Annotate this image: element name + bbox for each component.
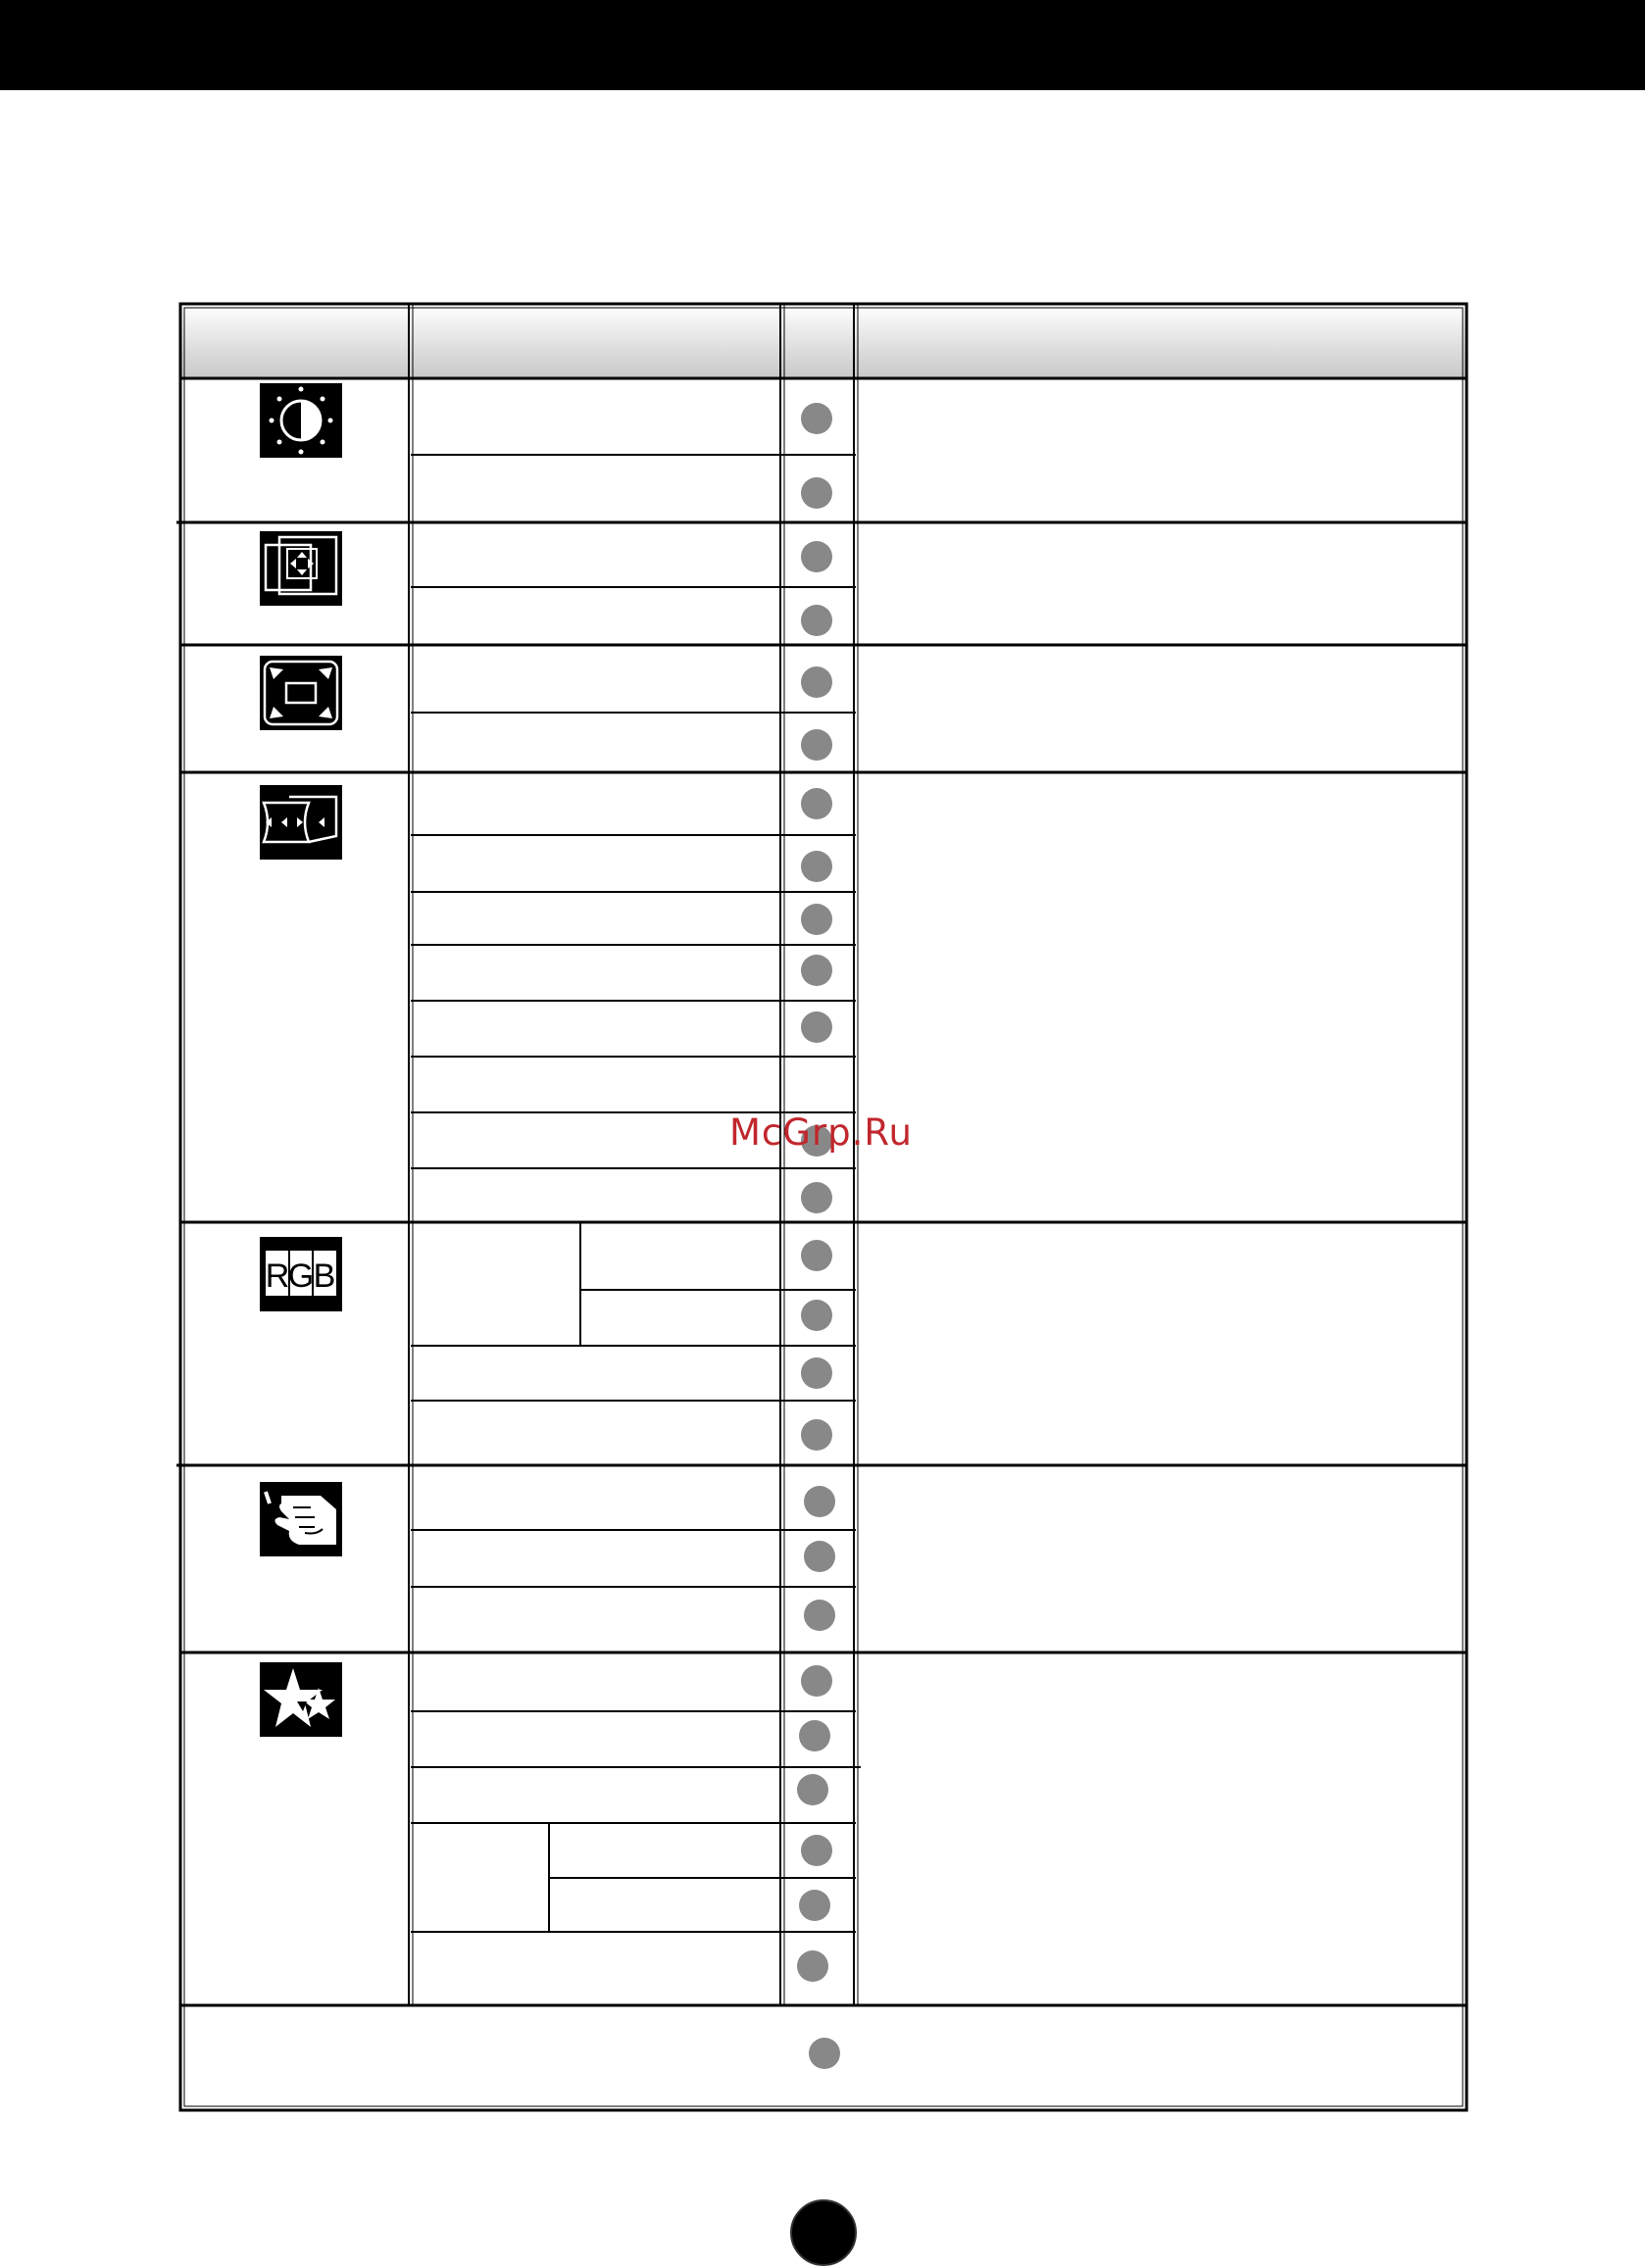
table-header [180, 304, 1467, 378]
bullet [804, 1486, 835, 1517]
bullet [801, 904, 832, 935]
bullet [804, 1541, 835, 1572]
bullet [801, 477, 832, 509]
bullet [801, 605, 832, 636]
star-special-icon [260, 1662, 342, 1737]
rgb-b-label: B [313, 1257, 336, 1295]
rgb-g-label: G [287, 1257, 315, 1295]
bullet [799, 1720, 830, 1751]
bullet [804, 1600, 835, 1631]
rgb-color-icon [260, 1237, 342, 1311]
bullet [799, 1890, 830, 1921]
hand-setup-icon [260, 1482, 342, 1556]
bullet [801, 1182, 832, 1213]
position-icon [260, 531, 342, 606]
bullet [801, 666, 832, 698]
bullet [801, 788, 832, 819]
watermark: McGrp.Ru [729, 1111, 913, 1154]
bullet [801, 1011, 832, 1043]
bullet [801, 403, 832, 434]
bullet [801, 1835, 832, 1866]
bullet [797, 1950, 828, 1982]
bullet [801, 955, 832, 986]
bullet [809, 2038, 840, 2069]
tracking-icon [260, 785, 342, 860]
bullet [797, 1774, 828, 1805]
size-icon [260, 656, 342, 730]
bullet [801, 1240, 832, 1271]
bullet-group [797, 403, 840, 2069]
page-number-badge [790, 2199, 857, 2266]
bullet [801, 1357, 832, 1389]
bullet [801, 729, 832, 761]
bullet [801, 1419, 832, 1451]
rgb-r-label: R [265, 1257, 290, 1295]
bullet [801, 1300, 832, 1331]
bullet [801, 541, 832, 572]
brightness-contrast-icon [260, 383, 342, 458]
bullet [801, 851, 832, 882]
bullet [801, 1665, 832, 1697]
